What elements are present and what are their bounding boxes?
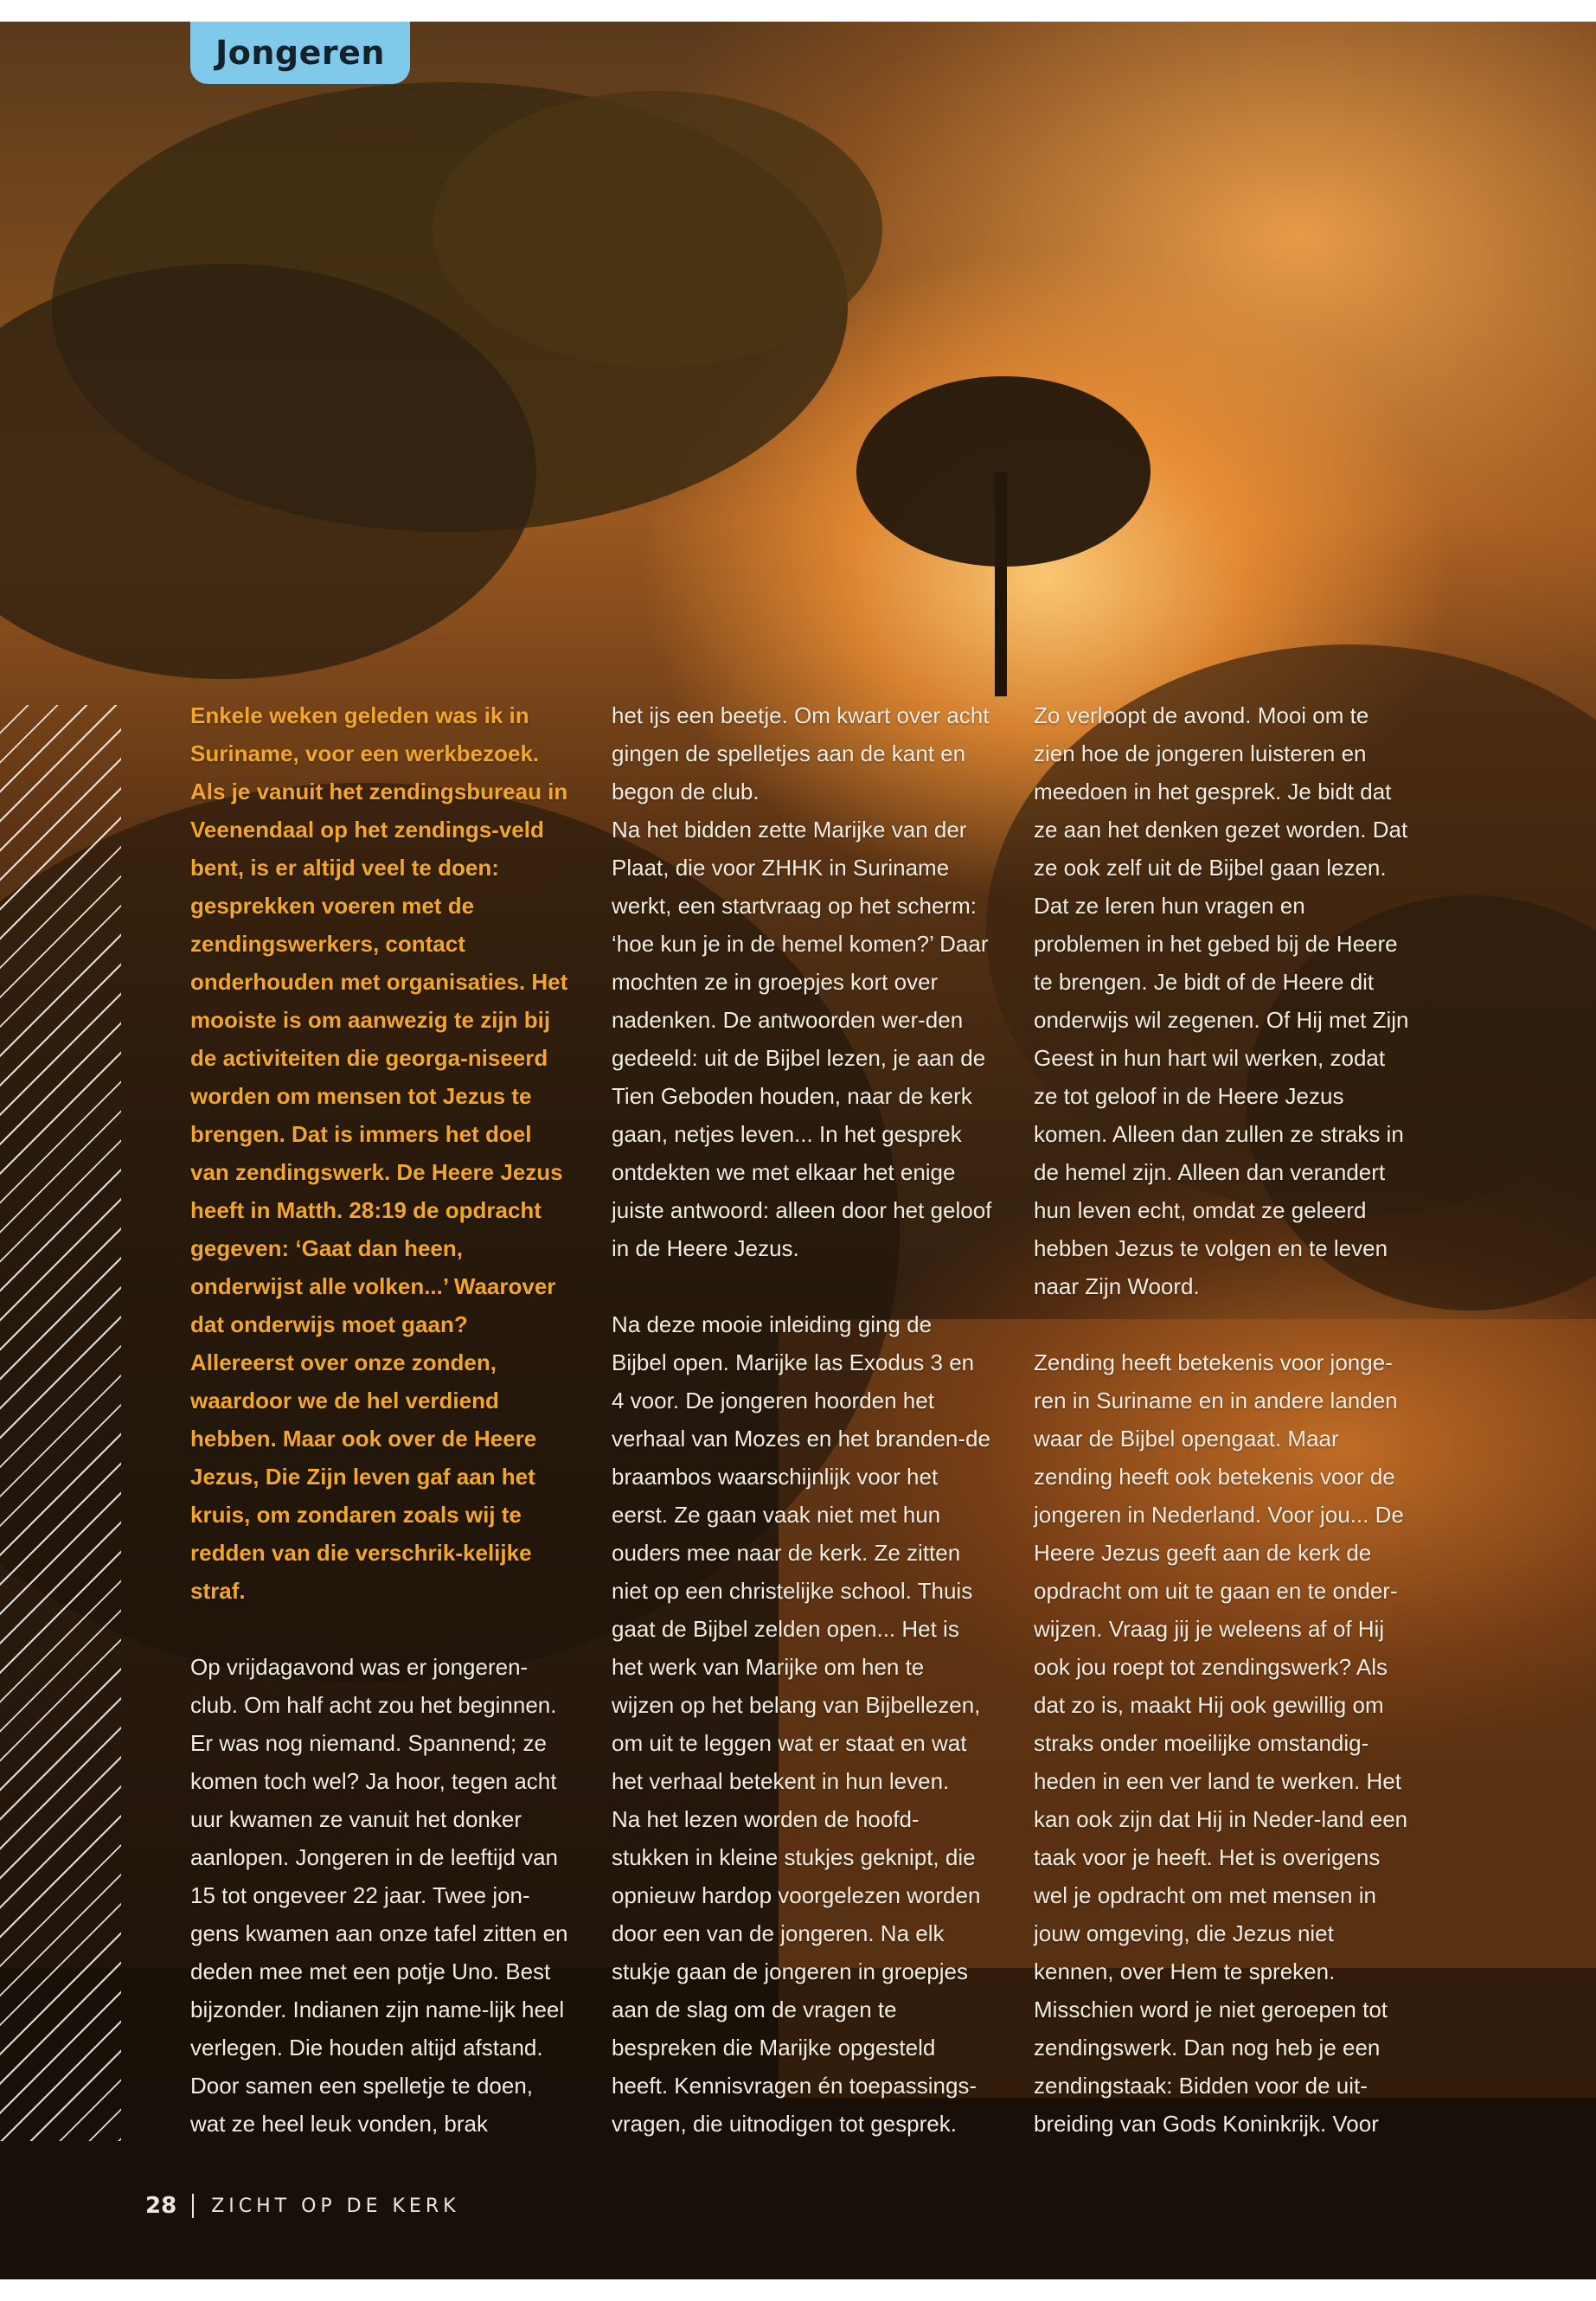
article-column-2 bbox=[612, 696, 992, 2143]
body-paragraph: Na deze mooie inleiding ging de Bijbel open. Marijke las Exodus 3 en 4 voor. De jongeren hoorden het verhaal van Mozes en het branden-de braambos waarschijnlijk voor het eerst. Ze gaan vaak niet met hun ouders mee naar de kerk. Ze zitten niet op een christelijke school. Thuis gaat de Bijbel zelden open... Het is het werk van Marijke om hen te wijzen op het belang van Bijbellezen, om uit te leggen wat er staat en wat het verhaal betekent in hun leven. bbox=[612, 1311, 990, 1794]
body-paragraph: Op vrijdagavond was er jongeren-club. Om half acht zou het beginnen. Er was nog niemand. Spannend; ze komen toch wel? Ja hoor, tegen acht uur kwamen ze vanuit het donker aanlopen. Jongeren in de leeftijd van 15 tot ongeveer 22 jaar. Twee jon-gens kwamen aan onze tafel zitten en deden mee met een potje Uno. Best bijzonder. Indianen zijn name-lijk heel verlegen. Die houden altijd afstand. Door samen een spelletje te doen, wat ze heel leuk vonden, brak bbox=[190, 1654, 568, 2137]
body-paragraph: Zo verloopt de avond. Mooi om te zien hoe de jongeren luisteren en meedoen in het gesprek. Je bidt dat ze aan het denken gezet worden. Dat ze ook zelf uit de Bijbel gaan lezen. Dat ze leren hun vragen en problemen in het gebed bij de Heere te brengen. Je bidt of de Heere dit onderwijs wil zegenen. Of Hij met Zijn Geest in hun hart wil werken, zodat ze tot geloof in de Heere Jezus komen. Alleen dan zullen ze straks in de hemel zijn. Alleen dan verandert hun leven echt, omdat ze geleerd hebben Jezus te volgen en te leven naar Zijn Woord. bbox=[1034, 702, 1409, 1299]
hatched-stripe-decoration bbox=[0, 705, 121, 2141]
section-tag: Jongeren bbox=[190, 22, 410, 84]
body-paragraph: het ijs een beetje. Om kwart over acht gingen de spelletjes aan de kant en begon de club. bbox=[612, 702, 990, 804]
background-photo bbox=[0, 22, 1596, 2279]
body-paragraph: Zending heeft betekenis voor jonge-ren in Suriname en in andere landen waar de Bijbel opengaat. Maar zending heeft ook betekenis voor de jongeren in Nederland. Voor jou... De Heere Jezus geeft aan de kerk de opdracht om uit te gaan en te onder-wijzen. Vraag jij je weleens af of Hij ook jou roept tot zendingswerk? Als dat zo is, maakt Hij ook gewillig om straks onder moeilijke omstandig-heden in een ver land te werken. Het kan ook zijn dat Hij in Neder-land een taak voor je heeft. Het is overigens wel je opdracht om met mensen in jouw omgeving, die Jezus niet kennen, over Hem te spreken. Misschien word je niet geroepen tot zendingswerk. Dan nog heb je een zendingstaak: Bidden voor de uit-breiding van Gods Koninkrijk. Voor bbox=[1034, 1349, 1408, 2137]
article-column-3 bbox=[1034, 696, 1414, 2143]
article-column-1 bbox=[190, 696, 571, 2143]
body-paragraph: Na het lezen worden de hoofd-stukken in kleine stukjes geknipt, die opnieuw hardop voorgelezen worden door een van de jongeren. Na elk stukje gaan de jongeren in groepjes aan de slag om de vragen te bespreken die Marijke opgesteld heeft. Kennisvragen én toepassings-vragen, die uitnodigen tot gesprek. bbox=[612, 1806, 981, 2137]
footer-divider bbox=[192, 2194, 194, 2218]
lead-paragraph: Enkele weken geleden was ik in Suriname, voor een werkbezoek. Als je vanuit het zendingsbureau in Veenendaal op het zendings-veld bent, is er altijd veel te doen: gesprekken voeren met de zendingswerkers, contact onderhouden met organisaties. Het mooiste is om aanwezig te zijn bij de activiteiten die georga-niseerd worden om mensen tot Jezus te brengen. Dat is immers het doel van zendingswerk. De Heere Jezus heeft in Matth. 28:19 de opdracht gegeven: ‘Gaat dan heen, onderwijst alle volken...’ Waarover dat onderwijs moet gaan? Allereerst over onze zonden, waardoor we de hel verdiend hebben. Maar ook over de Heere Jezus, Die Zijn leven gaf aan het kruis, om zondaren zoals wij te redden van die verschrik-kelijke straf. bbox=[190, 702, 568, 1604]
publication-name: ZICHT OP DE KERK bbox=[211, 2195, 460, 2217]
page-footer bbox=[145, 2193, 460, 2219]
tree-canopy-top bbox=[433, 91, 882, 368]
body-paragraph: Na het bidden zette Marijke van der Plaat, die voor ZHHK in Suriname werkt, een startvraag op het scherm: ‘hoe kun je in de hemel komen?’ Daar mochten ze in groepjes kort over nadenken. De antwoorden wer-den gedeeld: uit de Bijbel lezen, je aan de Tien Geboden houden, naar de kerk gaan, netjes leven... In het gesprek ontdekten we met elkaar het enige juiste antwoord: alleen door het geloof in de Heere Jezus. bbox=[612, 817, 992, 1261]
tree-crown bbox=[856, 376, 1151, 567]
page-number: 28 bbox=[145, 2193, 177, 2219]
